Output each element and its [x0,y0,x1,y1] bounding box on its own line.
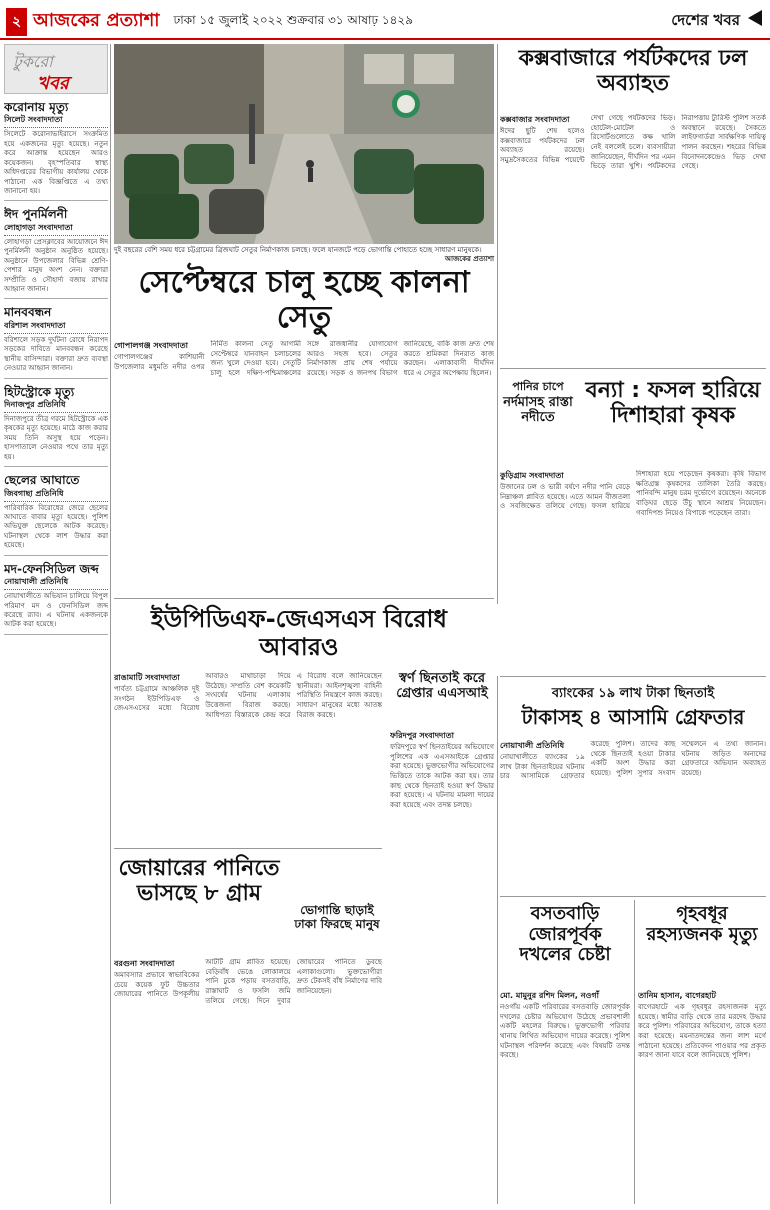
section-arrow-icon [748,10,762,26]
brief-title: মদ-ফেনসিডিল জব্দ [4,561,99,576]
section-divider [500,676,766,677]
story-byline: কক্সবাজার সংবাদদাতা [500,115,570,124]
photo-credit: আজকের প্রত্যাশা [444,255,494,264]
brief-body: পারিবারিক বিরোধের জেরে ছেলের আঘাতে বাবার মৃত্যু হয়েছে। পুলিশ অভিযুক্ত ছেলেকে আটক করেছে। ঘটনাস্থল থেকে লাশ উদ্ধার করা হয়েছে। [4,503,108,550]
story-bank [500,740,766,890]
left-column-briefs [4,44,108,1204]
briefs-logo-line2: খবর [37,73,69,94]
brief-body: বরিশালে সড়ক দুর্ঘটনা রোধে নিরাপদ সড়কের দাবিতে মানববন্ধন করেছে স্থানীয় বাসিন্দারা। বক্তারা দ্রুত ব্যবস্থা নেওয়ার আহ্বান জানান। [4,335,108,373]
story-body: ঈদের ছুটি শেষ হলেও কক্সবাজারে পর্যটকদের ঢল অব্যাহত রয়েছে। সমুদ্রসৈকতের বিভিন্ন পয়েন্টে দেখা গেছে পর্যটকদের ভিড়। হোটেল-মোটেল ও রিসোর্টগুলোতে কক্ষ খালি নেই বললেই চলে। ব্যবসায়ীরা জানিয়েছেন, দীর্ঘদিন পর এমন ভিড়ে তারা খুশি। পর্যটকদের নিরাপত্তায় ট্যুরিস্ট পুলিশ সতর্ক অবস্থানে রয়েছে। সৈকতে লাইফগার্ডরা সার্বক্ষণিক দায়িত্ব পালন করছেন। শহরের বিভিন্ন বিনোদনকেন্দ্রেও ভিড় দেখা গেছে। [500,114,766,171]
story-byline: কুড়িগ্রাম সংবাদদাতা [500,471,564,480]
brief-body: নোয়াখালীতে অভিযান চালিয়ে বিপুল পরিমাণ মদ ও ফেনসিডিল জব্দ করেছে র‍্যাব। এ ঘটনায় একজনকে আটক করা হয়েছে। [4,592,108,629]
column-divider [634,900,635,1204]
story-body: পার্বত্য চট্টগ্রামে আঞ্চলিক দুই সংগঠন ইউপিডিএফ ও জেএসএসের মধ্যে বিরোধ আবারও মাথাচাড়া দিয়ে উঠেছে। সম্প্রতি বেশ কয়েকটি সংঘর্ষের ঘটনায় এলাকায় উত্তেজনা বিরাজ করছে। আধিপত্য বিস্তারকে কেন্দ্র করে এ বিরোধ বলে জানিয়েছেন স্থানীয়রা। আইনশৃঙ্খলা বাহিনী পরিস্থিতি নিয়ন্ত্রণে কাজ করছে। সাধারণ মানুষের মধ্যে আতঙ্ক বিরাজ করছে। [114,672,382,719]
story-body: উজানের ঢল ও ভারী বর্ষণে নদীর পানি বেড়ে নিম্নাঞ্চল প্লাবিত হয়েছে। এতে আমন বীজতলা ও সবজিক্ষেত তলিয়ে গেছে। ফসল হারিয়ে দিশাহারা হয়ে পড়েছেন কৃষকরা। কৃষি বিভাগ ক্ষতিগ্রস্ত কৃষকদের তালিকা তৈরি করছে। পানিবন্দি মানুষ চরম দুর্ভোগে রয়েছেন। অনেকে বাড়িঘর ছেড়ে উঁচু স্থানে আশ্রয় নিয়েছেন। গবাদিপশু নিয়েও বিপাকে পড়েছেন তারা। [500,470,766,517]
headline-flood: বন্যা : ফসল হারিয়ে দিশাহারা কৃষক [585,378,761,429]
story-byline: মো. মামুনুর রশিদ মিলন, নওগাঁ [500,991,599,1000]
street-photo [114,44,494,244]
brief-title: মানববন্ধন [4,305,52,320]
paper-date: ঢাকা ১৫ জুলাই ২০২২ শুক্রবার ৩১ আষাঢ় ১৪২৯ [173,12,414,27]
section-divider [500,368,766,369]
story-body: ফরিদপুরে স্বর্ণ ছিনতাইয়ের অভিযোগে পুলিশের এক এএসআইকে গ্রেপ্তার করা হয়েছে। ভুক্তভোগীর অভিযোগের ভিত্তিতে তাকে আটক করা হয়। তার কাছ থেকে ছিনতাই হওয়া স্বর্ণ উদ্ধার করা হয়েছে। এ ঘটনায় মামলা দায়ের করা হয়েছে এবং তদন্ত চলছে। [390,743,494,809]
story-body: বাগেরহাটে এক গৃহবধূর রহস্যজনক মৃত্যু হয়েছে। স্বামীর বাড়ি থেকে তার মরদেহ উদ্ধার করে পুলিশ। পরিবারের অভিযোগ, তাকে হত্যা করা হয়েছে। ময়নাতদন্তের জন্য লাশ মর্গে পাঠানো হয়েছে। প্রতিবেদন পাওয়ার পর প্রকৃত কারণ জানা যাবে বলে জানিয়েছে পুলিশ। [638,1003,766,1060]
story-tide [114,958,382,1203]
story-body: গোপালগঞ্জের কাশিয়ানী উপজেলার মধুমতি নদীর ওপর নির্মিত কালনা সেতু আগামী সেপ্টেম্বরে যানবাহন চলাচলের জন্য খুলে দেওয়া হবে। সেতুটি চালু হলে দক্ষিণ-পশ্চিমাঞ্চলের সঙ্গে রাজধানীর যোগাযোগ আরও সহজ হবে। সেতুর নির্মাণকাজ প্রায় শেষ পর্যায়ে রয়েছে। সড়ক ও জনপথ বিভাগ জানিয়েছে, বাকি কাজ দ্রুত শেষ করতে শ্রমিকরা দিনরাত কাজ করছেন। এলাকাবাসী দীর্ঘদিন ধরে এ সেতুর অপেক্ষায় ছিলেন। [114,340,494,377]
section-name: দেশের খবর [671,11,740,29]
story-body: অমাবস্যার প্রভাবে স্বাভাবিকের চেয়ে কয়েক ফুট উচ্চতার জোয়ারের পানিতে উপকূলীয় আটটি গ্রাম প্লাবিত হয়েছে। বেড়িবাঁধ ভেঙে লোকালয়ে পানি ঢুকে পড়ায় বসতবাড়ি, রাস্তাঘাট ও ফসলি জমি তলিয়ে গেছে। দিনে দুবার জোয়ারের পানিতে ডুবছে এলাকাগুলো। ভুক্তভোগীরা দ্রুত টেকসই বাঁধ নির্মাণের দাবি জানিয়েছেন। [114,958,382,1005]
briefs-logo [4,44,108,94]
brief-byline: সিলেট সংবাদদাতা [4,114,108,128]
headline-housewife-death: গৃহবধূর রহস্যজনক মৃত্যু [646,903,758,945]
headline-kalna-bridge: সেপ্টেম্বরে চালু হচ্ছে কালনা সেতু [138,265,470,335]
story-updf-jss [114,672,382,842]
brief-body: সিলেটে করোনাভাইরাসে সংক্রমিত হয়ে একজনের মৃত্যু হয়েছে। নতুন করে আক্রান্ত হয়েছেন আরও কয়েকজন। বৃহস্পতিবার স্বাস্থ্য অধিদপ্তরের বিভাগীয় কার্যালয় থেকে পাঠানো এক বিজ্ঞপ্তিতে এ তথ্য জানানো হয়। [4,130,108,196]
headline-tide: জোয়ারের পানিতে ভাসছে ৮ গ্রাম [118,856,280,907]
brief-byline: জিবগাছা প্রতিনিধি [4,488,108,502]
story-gold [390,730,494,1060]
briefs-logo-line1: টুকরো [13,52,53,71]
page-number: ২ [6,8,27,36]
headline-coxs-bazar: কক্সবাজারে পর্যটকদের ঢল অব্যাহত [518,46,748,97]
section-divider [114,598,494,599]
column-divider [110,44,111,1204]
brief-body: দিনাজপুরে তীব্র গরমে হিটস্ট্রোকে এক কৃষকের মৃত্যু হয়েছে। মাঠে কাজ করার সময় তিনি অসুস্থ হয়ে পড়েন। হাসপাতালে নেওয়ার পথে তার মৃত্যু হয়। [4,415,108,461]
kicker-bank: ব্যাংকের ১৯ লাখ টাকা ছিনতাই [551,686,715,701]
masthead [0,0,770,40]
story-byline: ফরিদপুর সংবাদদাতা [390,731,454,740]
headline-updf-jss: ইউপিডিএফ-জেএসএস বিরোধ আবারও [151,605,447,661]
brief-item [4,100,108,201]
story-land [500,990,630,1204]
story-byline: তানিম হাসান, বাগেরহাট [638,991,716,1000]
masthead-left [6,6,413,37]
section-divider [500,896,766,897]
photo-caption [114,246,494,264]
story-body: নওগাঁয় একটি পরিবারের বসতবাড়ি জোরপূর্বক দখলের চেষ্টার অভিযোগ উঠেছে প্রভাবশালী একটি মহলের বিরুদ্ধে। ভুক্তভোগী পরিবার থানায় লিখিত অভিযোগ দায়ের করেছে। পুলিশ ঘটনাস্থল পরিদর্শন করেছে এবং বিষয়টি তদন্ত করছে। [500,1003,630,1060]
brief-byline: দিনাজপুর প্রতিনিধি [4,399,108,413]
brief-item [4,385,108,468]
brief-item [4,305,108,378]
brief-item [4,473,108,556]
brief-byline: নোয়াখালী প্রতিনিধি [4,576,108,590]
headline-gold: স্বর্ণ ছিনতাই করে গ্রেপ্তার এএসআই [396,671,488,701]
story-byline: গোপালগঞ্জ সংবাদদাতা [114,341,188,350]
story-coxs-bazar [500,114,766,364]
street-photo-illustration [114,44,494,244]
headline-ferry: ভোগান্তি ছাড়াই ঢাকা ফিরছে মানুষ [294,903,380,931]
brief-item [4,207,108,299]
brief-body: লোহাগড়া প্রেসক্লাবের আয়োজনে ঈদ পুনর্মিলনী অনুষ্ঠান অনুষ্ঠিত হয়েছে। অনুষ্ঠানে উপজেলার বিভিন্ন শ্রেণি-পেশার মানুষ অংশ নেন। বক্তারা সম্প্রীতি ও সৌহার্দ্য বজায় রাখার আহ্বান জানান। [4,237,108,294]
story-byline: বরগুনা সংবাদদাতা [114,959,175,968]
brief-byline: লোহাগড়া সংবাদদাতা [4,222,108,236]
photo-caption-text: দুই বছরের বেশি সময় ধরে চট্টগ্রামের ব্রিজঘাট সেতুর নির্মাণকাজ চলছে। ফলে যানজটে পড়ে ভোগান্তি পোহাতে হচ্ছে সাধারণ মানুষকে। [114,246,482,254]
headline-land: বসতবাড়ি জোরপূর্বক দখলের চেষ্টা [519,903,611,966]
brief-title: হিটস্ট্রোকে মৃত্যু [4,384,75,399]
column-divider [497,44,498,604]
story-flood [500,470,766,670]
headline-bank: টাকাসহ ৪ আসামি গ্রেফতার [521,705,745,729]
brief-title: ঈদ পুনর্মিলনী [4,207,68,222]
section-divider [114,848,382,849]
story-byline: রাঙামাটি সংবাদদাতা [114,673,180,682]
column-divider [497,676,498,1204]
brief-title: ছেলের আঘাতে [4,473,80,488]
story-byline: নোয়াখালী প্রতিনিধি [500,741,565,750]
story-kalna-bridge [114,340,494,590]
story-housewife-death [638,990,766,1204]
brief-item [4,562,108,635]
brief-byline: বরিশাল সংবাদদাতা [4,320,108,334]
paper-name: আজকের প্রত্যাশা [33,10,160,31]
headline-road: নর্দমাসহ রাস্তা নদীতে [503,395,573,425]
kicker-road: পানির চাপে [512,380,564,393]
story-body: নোয়াখালীতে ব্যাংকের ১৯ লাখ টাকা ছিনতাইয়ের ঘটনায় চার আসামিকে গ্রেফতার করেছে পুলিশ। তাদের কাছ থেকে ছিনতাই হওয়া টাকার একটি অংশ উদ্ধার করা হয়েছে। পুলিশ সুপার সংবাদ সম্মেলনে এ তথ্য জানান। ঘটনায় জড়িত অন্যদের গ্রেফতারে অভিযান অব্যাহত রয়েছে। [500,740,766,781]
brief-title: করোনায় মৃত্যু [4,100,69,114]
